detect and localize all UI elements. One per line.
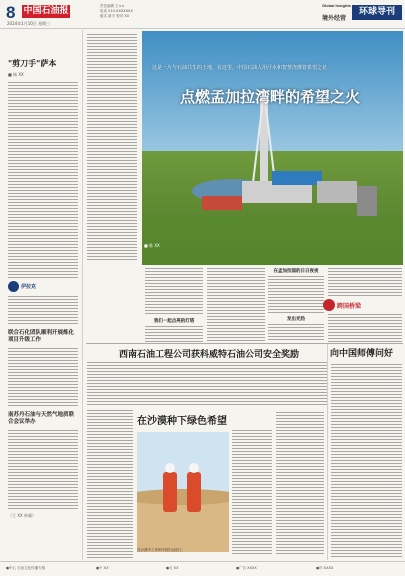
phone-line: 电话 010-XXXXXXX [100,9,133,13]
section-tag-label: 跨国桥梁 [337,303,362,310]
left-column-headline-3: 南苏丹石油与天然气地质联合会议举办 [8,412,75,425]
footer-item: ●印 XXXX [316,566,334,570]
desert-col-2-text [232,430,272,556]
section-tag-transnational [323,299,401,311]
section-rule [86,343,403,344]
kuwait-award-headline: 西南石油工程公司获科威特石油公司安全奖励 [118,350,299,360]
left-column-byline: （王 XX 转载） [8,513,37,518]
article-col-4-text [328,268,402,296]
issue-date: 2024年1月10日 星期三 [7,21,51,26]
article-col-1-text-2 [145,326,203,342]
article-col-1-text [145,268,203,316]
header-rule [0,28,405,29]
section-name-cn: 境外经营 [322,15,347,22]
section-name-en: Global Insights [322,3,351,8]
layout-line: 版式 新平 校对 XX [100,14,130,18]
hero-photo-credit: ■ 陈 XX [144,243,160,248]
right-divider [327,344,328,560]
article-col-3-text [268,276,324,314]
left-column-body-text [8,82,78,278]
footer-item: ●广告 XXXX [236,566,257,570]
footer-item: ●中心 石油文化传播专版 [6,566,46,570]
desert-photo-caption: 在沙漠中工作的中国石油员工 [137,548,183,552]
page-footer [0,561,405,576]
subhead-bangladesh: 在孟加拉国的日日夜夜 [273,269,319,274]
article-col-3-text-2 [268,324,324,342]
desert-left-text [87,410,133,558]
left-column-headline-2: 联合石化团队顺利开展炼化项目升级工作 [8,330,75,343]
desert-headline: 在沙漠种下绿色希望 [137,416,227,427]
article-col-4-text-2 [328,314,402,342]
globe-icon [323,299,335,311]
left-column-body-text-3 [8,348,78,408]
kuwait-article-text [87,362,327,406]
article-col-2-text [207,268,265,342]
country-tag-label: 伊拉克 [21,284,37,290]
section-badge: 环球导刊 [352,5,402,20]
country-tag-iraq [8,281,82,292]
left-column-author: ■ 杨 XX [8,72,24,77]
greeting-article-text [331,364,402,558]
footer-item: ●石 XX [166,566,179,570]
globe-icon [8,281,19,292]
page-number: 8 [6,3,16,22]
footer-item: ●中 XX [96,566,109,570]
second-column-body-text [87,34,137,262]
subhead-lighthouse: 我们一起点亮的灯塔 [153,319,195,324]
desert-col-3-text [276,412,324,556]
subhead-light-heat: 发出光热 [287,317,305,322]
desert-photo [137,432,229,552]
editor-line: 责任编辑 王×× [100,4,125,8]
hero-subtitle: 这是一片与石油共生的土地，在这里，中国石油人用汗水和智慧浇灌着希望之花 [152,65,328,71]
greeting-headline: 向中国师傅问好 [330,349,394,359]
masthead-logo: 中国石油报 [23,6,69,16]
column-divider [82,30,83,560]
editor-meta [100,4,220,19]
left-column-title: "剪刀手"萨本 [8,58,57,68]
left-column-body-text-4 [8,430,78,510]
hero-title: 点燃孟加拉湾畔的希望之火 [179,88,360,106]
left-column-body-text-2 [8,296,78,326]
